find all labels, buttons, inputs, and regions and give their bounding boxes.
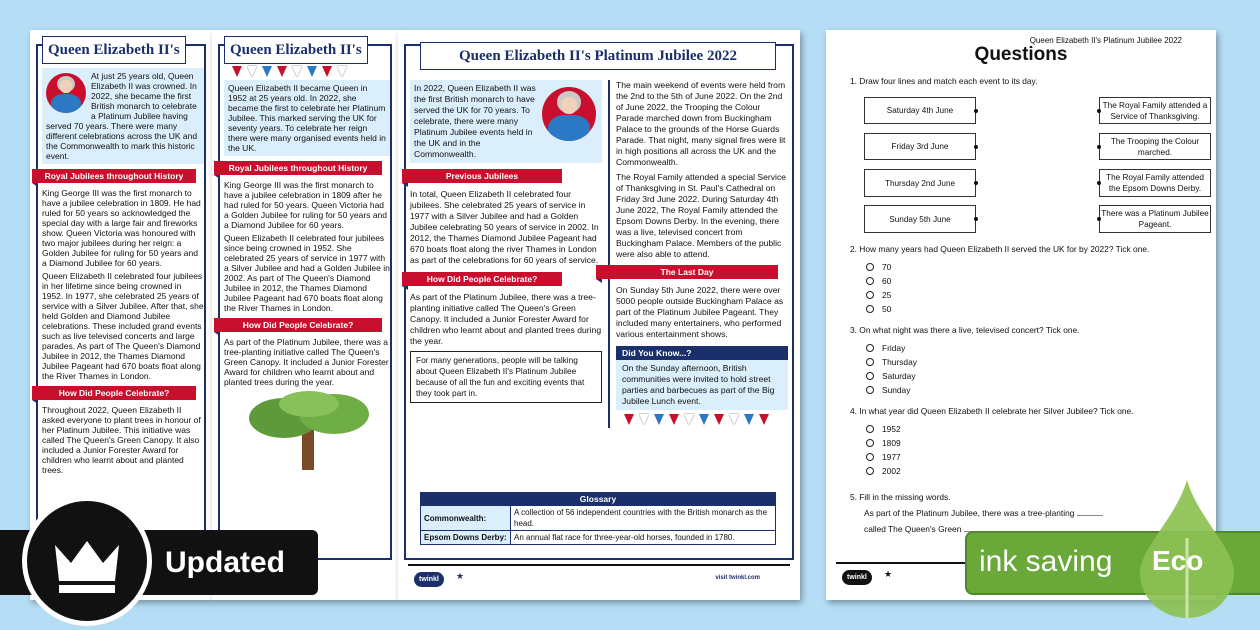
option-label: 1952 — [882, 424, 901, 434]
glossary-term: Commonwealth: — [421, 506, 511, 531]
section-text: As part of the Platinum Jubilee, there was a tree-planting initiative called The Queen's Green Canopy. It included a Junior Forester Award for children who learnt about and planted trees during the year. — [410, 292, 602, 346]
radio-circle-icon[interactable] — [866, 386, 874, 394]
radio-option[interactable] — [866, 357, 917, 368]
option-label: 50 — [882, 304, 892, 314]
match-day-box: Saturday 4th June — [864, 97, 976, 124]
paragraph: As part of the Platinum Jubilee, there was a tree-planting initiative called The Queen's Green Canopy. It included a Junior Forester Award for children who learnt about and planted trees during the year. — [224, 337, 389, 387]
fill-in-line-1 — [864, 508, 1103, 519]
queen-illustration — [46, 73, 86, 113]
radio-circle-icon[interactable] — [866, 344, 874, 352]
section-banner: How Did People Celebrate? — [32, 386, 196, 400]
option-label: 25 — [882, 290, 892, 300]
radio-option[interactable] — [866, 452, 901, 463]
question-2: 2. How many years had Queen Elizabeth II served the UK for by 2022? Tick one. — [850, 244, 1150, 254]
section-text: On Sunday 5th June 2022, there were over 5000 people outside Buckingham Palace as part of the Platinum Jubilee Pageant. They included many entertainers, who performed various entertainment shows. — [616, 285, 784, 339]
radio-circle-icon[interactable] — [866, 467, 874, 475]
paragraph: The Royal Family attended a special Service of Thanksgiving in St. Paul's Cathedral on Friday 3rd June 2022. During Saturday 4th June 2022, The Royal Family attended the Epsom Downs Derby. In the evening, there was a live, televised concert from Buckingham Palace. Members of the public were also able to attend. — [616, 172, 787, 259]
radio-circle-icon[interactable] — [866, 305, 874, 313]
table-row — [421, 506, 776, 531]
quote-box: For many generations, people will be talking about Queen Elizabeth II's Platinum Jubilee because of all the fun and exciting events that they took part in. — [410, 351, 602, 403]
queen-illustration — [542, 87, 596, 141]
section-banner-last-day: The Last Day — [596, 265, 778, 279]
page-title: Queen Elizabeth II's Platinum Jubilee 2022 — [420, 42, 776, 70]
sky-panel — [410, 80, 602, 163]
radio-option[interactable] — [866, 343, 905, 354]
radio-circle-icon[interactable] — [866, 425, 874, 433]
twinkl-logo: twinkl — [842, 570, 872, 585]
match-event-box: The Trooping the Colour marched. — [1099, 133, 1211, 160]
worksheet-page-3 — [398, 30, 800, 600]
radio-circle-icon[interactable] — [866, 439, 874, 447]
twinkl-logo: twinkl — [414, 572, 444, 587]
section-banner-celebrate: How Did People Celebrate? — [402, 272, 562, 286]
paragraph: King George III was the first monarch to have a jubilee celebration in 1809 after he had ruled for 50 years. Queen Victoria had a Golden Jubilee for ruling for 50 years and a Diamond Jubilee for 60 years. — [224, 180, 388, 230]
match-day-box: Thursday 2nd June — [864, 169, 976, 197]
left-column — [410, 80, 602, 428]
section-banner: Royal Jubilees throughout History — [214, 161, 382, 175]
option-label: 1977 — [882, 452, 901, 462]
paragraph: King George III was the first monarch to have a jubilee celebration in 1809. He had ruled for 50 years so acknowledged the special day with a large fair and fireworks show. Queen Victoria was honoured with two major jubilees during her reign: a Golden Jubilee for ruling for 50 years and a Diamond Jubilee for 60 years. — [42, 188, 201, 268]
footer-link[interactable]: visit twinkl.com — [715, 575, 760, 581]
eco-label: Eco — [1152, 545, 1204, 576]
did-you-know-text: On the Sunday afternoon, British communities were invited to hold street parties and barbecues as part of the Big Jubilee Lunch event. — [622, 363, 775, 406]
columns — [410, 80, 788, 428]
intro-text: At just 25 years old, Queen Elizabeth II was crowned. In 2022, she became the first British monarch to celebrate a Platinum Jubilee having served 70 years. There were many different celebrations across the UK and the Commonwealth to mark this historic event. — [46, 71, 198, 161]
paragraph: Queen Elizabeth II celebrated four jubilees since being crowned in 1952. She celebrated 25 years of service in 1977 with a Silver Jubilee and had a Golden Jubilee in 2002. As part of The Queen's Diamond Jubilee in 2012, the Thames Diamond Jubilee Pageant had 670 boats float along the River Thames in London. — [224, 233, 390, 313]
star-icon: ★ — [884, 569, 893, 579]
paragraph: Throughout 2022, Queen Elizabeth II asked everyone to plant trees in honour of her Platinum Jubilee. This initiative was called The Queen's Green Canopy. It also included a Junior Forester Award for children who learnt about and planted trees. — [42, 405, 201, 475]
question-5: 5. Fill in the missing words. — [850, 492, 951, 502]
radio-circle-icon[interactable] — [866, 453, 874, 461]
page-content — [30, 30, 212, 475]
fill-in-text: called The Queen's Green — [864, 524, 962, 534]
radio-option[interactable] — [866, 276, 891, 287]
radio-circle-icon[interactable] — [866, 372, 874, 380]
right-column — [608, 80, 788, 428]
option-label: Thursday — [882, 357, 917, 367]
question-1: 1. Draw four lines and match each event to its day. — [850, 76, 1038, 86]
page-title: Questions — [974, 44, 1068, 65]
option-label: Saturday — [882, 371, 916, 381]
option-label: 60 — [882, 276, 892, 286]
radio-option[interactable] — [866, 262, 891, 273]
option-label: Friday — [882, 343, 906, 353]
radio-option[interactable] — [866, 304, 891, 315]
match-day-box: Sunday 5th June — [864, 205, 976, 233]
radio-option[interactable] — [866, 438, 901, 449]
option-label: 2002 — [882, 466, 901, 476]
radio-option[interactable] — [866, 466, 901, 477]
did-you-know-title: Did You Know...? — [616, 346, 788, 360]
glossary-title: Glossary — [421, 493, 776, 506]
option-label: 70 — [882, 262, 892, 272]
glossary-definition: A collection of 56 independent countries with the British monarch as the head. — [511, 506, 776, 531]
page-header: Queen Elizabeth II's Platinum Jubilee 2022 — [1029, 36, 1182, 45]
fill-in-text: As part of the Platinum Jubilee, there was a tree-planting — [864, 508, 1075, 518]
sky-panel — [224, 80, 390, 156]
section-banner-previous-jubilees: Previous Jubilees — [402, 169, 562, 183]
table-row — [421, 531, 776, 545]
answer-blank[interactable] — [1077, 515, 1103, 516]
radio-circle-icon[interactable] — [866, 263, 874, 271]
worksheet-page-2 — [212, 30, 398, 600]
radio-option[interactable] — [866, 290, 891, 301]
page-footer — [408, 564, 790, 590]
bunting — [232, 66, 390, 77]
radio-circle-icon[interactable] — [866, 291, 874, 299]
sky-panel — [42, 68, 204, 164]
star-icon: ★ — [456, 571, 465, 581]
intro-text: In 2022, Queen Elizabeth II was the first British monarch to have served the UK for 70 years. To celebrate, there were many Platinum Jubilee events held in the UK and in the Commonwealth. — [414, 83, 536, 159]
option-label: 1809 — [882, 438, 901, 448]
radio-option[interactable] — [866, 385, 910, 396]
option-label: Sunday — [882, 385, 911, 395]
glossary-table — [420, 492, 776, 545]
match-day-box: Friday 3rd June — [864, 133, 976, 160]
section-banner: How Did People Celebrate? — [214, 318, 382, 332]
radio-circle-icon[interactable] — [866, 358, 874, 366]
did-you-know-box — [616, 346, 788, 410]
radio-option[interactable] — [866, 371, 916, 382]
radio-option[interactable] — [866, 424, 901, 435]
bunting — [624, 414, 788, 425]
intro-text: Queen Elizabeth II became Queen in 1952 at 25 years old. In 2022, she became the first to celebrate her Platinum Jubilee. This marked serving the UK for seventy years. To celebrate her reign there were many organised events held in the UK. — [228, 83, 386, 153]
question-3: 3. On what night was there a live, televised concert? Tick one. — [850, 325, 1080, 335]
ink-saving-badge: ink saving — [965, 531, 1260, 595]
radio-circle-icon[interactable] — [866, 277, 874, 285]
page-title: Queen Elizabeth II's — [42, 36, 186, 64]
glossary-term: Epsom Downs Derby: — [421, 531, 511, 545]
glossary-definition: An annual flat race for three-year-old horses, founded in 1780. — [511, 531, 776, 545]
paragraph: The main weekend of events were held from the 2nd to the 5th of June 2022. On the 2nd of June 2022, the Trooping the Colour Parade marched down from Buckingham Palace to the grounds of the Horse Guards Parade. That night, many signal fires were lit in high positions all across the UK and the Commonwealth. — [616, 80, 786, 167]
match-event-box: The Royal Family attended the Epsom Downs Derby. — [1099, 169, 1211, 197]
crown-icon — [22, 496, 152, 626]
page-content — [212, 30, 398, 470]
match-event-box: There was a Platinum Jubilee Pageant. — [1099, 205, 1211, 233]
page-title: Queen Elizabeth II's — [224, 36, 368, 64]
paragraph: Queen Elizabeth II celebrated four jubilees in her lifetime since being crowned in 1952. In 1977, she celebrated 25 years of service with a Silver Jubilee. After that, she held Golden and Diamond Jubilee celebrations. These included grand events such as live televised concerts and large parades. As part of The Queen's Diamond Jubilee in 2012, the Thames Diamond Jubilee Pageant had 670 boats float along the River Thames in London. — [42, 271, 204, 381]
question-4: 4. In what year did Queen Elizabeth II celebrate her Silver Jubilee? Tick one. — [850, 406, 1134, 416]
section-text: In total, Queen Elizabeth II celebrated four jubilees. She celebrated 25 years of service in 1977 with a Silver Jubilee and had a Golden Jubilee celebrating 50 years of service in 2002. In 2012, the Thames Diamond Jubilee Pageant had 670 boats float along the river Thames in London as part of the celebrations for 60 years of service. — [410, 189, 599, 265]
section-banner: Royal Jubilees throughout History — [32, 169, 196, 183]
tree-illustration — [244, 390, 374, 470]
match-event-box: The Royal Family attended a Service of Thanksgiving. — [1099, 97, 1211, 124]
updated-badge: Updated — [0, 530, 318, 595]
